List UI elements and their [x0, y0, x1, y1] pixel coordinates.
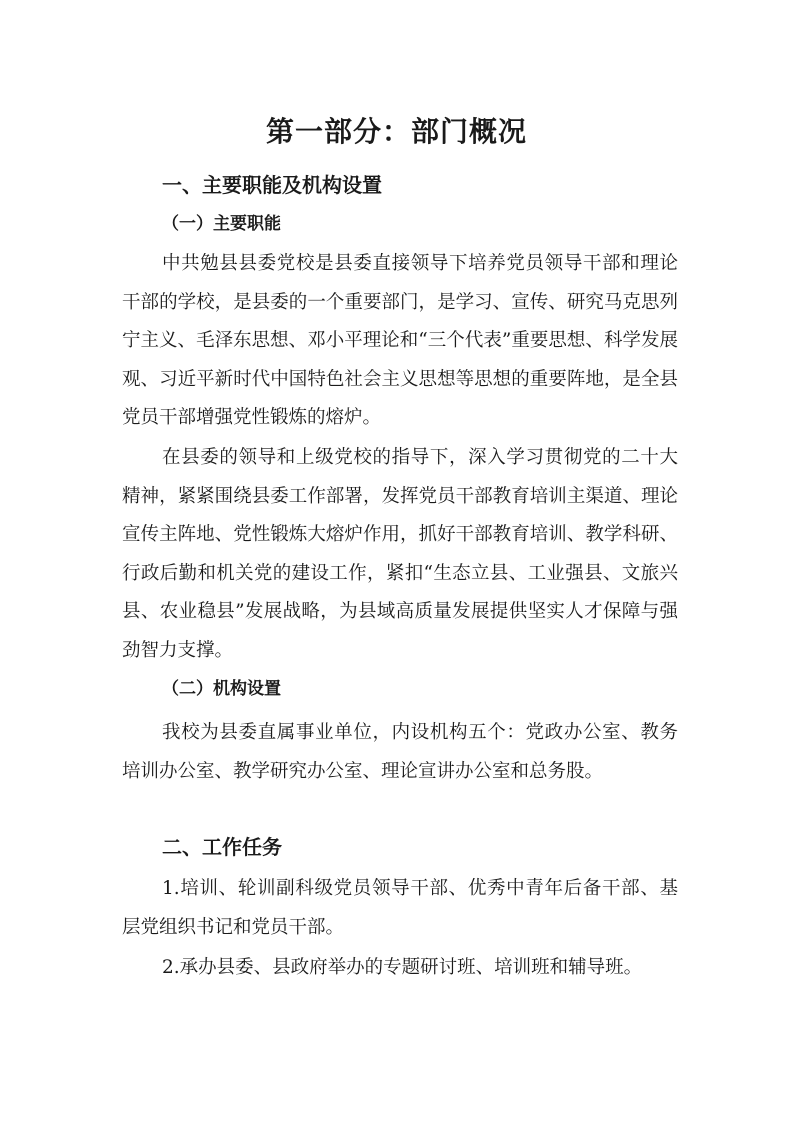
subsection-heading-structure: （二）机构设置 — [162, 679, 281, 699]
paragraph-task-1: 1.培训、轮训副科级党员领导干部、优秀中青年后备干部、基层党组织书记和党员干部。 — [122, 878, 678, 938]
paragraph-structure: 我校为县委直属事业单位，内设机构五个：党政办公室、教务培训办公室、教学研究办公室、理论宣讲办公室和总务股。 — [122, 722, 678, 782]
paragraph-task-2: 2.承办县委、县政府举办的专题研讨班、培训班和辅导班。 — [162, 957, 643, 978]
section-heading-functions-and-structure: 一、主要职能及机构设置 — [162, 173, 382, 197]
page-title: 第一部分：部门概况 — [265, 115, 527, 148]
paragraph-main-functions-2: 在县委的领导和上级党校的指导下，深入学习贯彻党的二十大精神，紧紧围绕县委工作部署，发挥党员干部教育培训主渠道、理论宣传主阵地、党性锻炼大熔炉作用，抓好干部教育培训、教学科研、行政后勤和机关党的建设工作，紧扣“生态立县、工业强县、文旅兴县、农业稳县”发展战略，为县域高质量发展提供坚实人才保障与强劲智力支撑。 — [122, 447, 678, 661]
paragraph-main-functions-1: 中共勉县县委党校是县委直接领导下培养党员领导干部和理论干部的学校，是县委的一个重要部门，是学习、宣传、研究马克思列宁主义、毛泽东思想、邓小平理论和“三个代表”重要思想、科学发展观、习近平新时代中国特色社会主义思想等思想的重要阵地，是全县党员干部增强党性锻炼的熔炉。 — [122, 253, 678, 428]
section-heading-work-tasks: 二、工作任务 — [162, 835, 282, 859]
subsection-heading-main-functions: （一）主要职能 — [162, 214, 281, 234]
